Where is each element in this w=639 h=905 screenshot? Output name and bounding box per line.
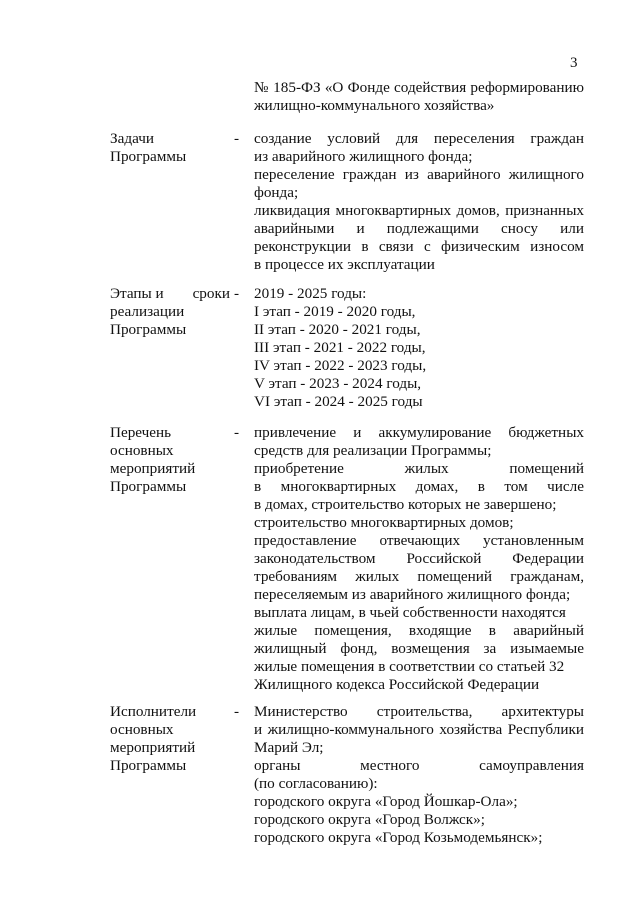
content-line: строительство многоквартирных домов; [254, 514, 514, 531]
content-line: законодательством Российской Федерации [254, 550, 584, 567]
label-word: Этапы и [110, 285, 164, 302]
content-line: привлечение и аккумулирование бюджетных [254, 424, 584, 441]
label-word: сроки [192, 285, 230, 302]
label-line: Программы [110, 757, 187, 774]
label-line: мероприятий [110, 460, 196, 477]
content-line: приобретение жилых помещений [254, 460, 584, 477]
content-line: фонда; [254, 184, 299, 201]
label-line: Задачи [110, 130, 154, 147]
content-line: жилые помещения, входящие в аварийный [254, 622, 584, 639]
content-line: аварийными и подлежащими сносу или [254, 220, 584, 237]
content-line: в домах, строительство которых не завершено; [254, 496, 557, 513]
dash-separator: - [234, 703, 240, 720]
label-line [110, 285, 230, 303]
dash-separator: - [234, 424, 240, 441]
content-line: переселяемым из аварийного жилищного фонда; [254, 586, 571, 603]
label-line: Программы [110, 321, 187, 338]
label-line: основных [110, 442, 174, 459]
content-line: предоставление отвечающих установленным [254, 532, 584, 549]
section-label-measures [110, 424, 230, 496]
content-line: реконструкции в связи с физическим износом [254, 238, 584, 255]
content-line: выплата лицам, в чьей собственности находятся [254, 604, 566, 621]
intro-line: № 185-ФЗ «О Фонде содействия реформированию [254, 79, 584, 96]
content-line: Марий Эл; [254, 739, 324, 756]
content-line: требованиям жилых помещений гражданам, [254, 568, 584, 585]
content-line: органы местного самоуправления [254, 757, 584, 774]
section-label-executors [110, 703, 230, 775]
content-line: Министерство строительства, архитектуры [254, 703, 584, 720]
label-line: мероприятий [110, 739, 196, 756]
content-line: в многоквартирных домах, в том числе [254, 478, 584, 495]
section-label-stages [110, 285, 230, 339]
content-line: 2019 - 2025 годы: [254, 285, 367, 302]
section-label-tasks [110, 130, 230, 166]
content-line: и жилищно-коммунального хозяйства Республики [254, 721, 584, 738]
section-content-executors [254, 703, 584, 847]
content-line: городского округа «Город Козьмодемьянск»; [254, 829, 543, 846]
content-line: V этап - 2023 - 2024 годы, [254, 375, 422, 392]
content-line: VI этап - 2024 - 2025 годы [254, 393, 423, 410]
content-line: IV этап - 2022 - 2023 годы, [254, 357, 427, 374]
section-content-stages [254, 285, 584, 411]
content-line: переселение граждан из аварийного жилищного [254, 166, 584, 183]
content-line: Жилищного кодекса Российской Федерации [254, 676, 540, 693]
label-line: Программы [110, 148, 187, 165]
label-line: Программы [110, 478, 187, 495]
content-line: городского округа «Город Йошкар-Ола»; [254, 793, 518, 810]
content-line: городского округа «Город Волжск»; [254, 811, 485, 828]
content-line: III этап - 2021 - 2022 годы, [254, 339, 426, 356]
dash-separator: - [234, 130, 240, 147]
intro-line: жилищно-коммунального хозяйства» [254, 97, 495, 114]
content-line: в процессе их эксплуатации [254, 256, 435, 273]
label-line: основных [110, 721, 174, 738]
content-line: из аварийного жилищного фонда; [254, 148, 473, 165]
dash-separator: - [234, 285, 240, 302]
label-line: Перечень [110, 424, 172, 441]
content-line: жилые помещения в соответствии со статьей 32 [254, 658, 565, 675]
content-line: (по согласованию): [254, 775, 378, 792]
content-line: ликвидация многоквартирных домов, признанных [254, 202, 584, 219]
section-content-tasks [254, 130, 584, 274]
label-line: реализации [110, 303, 185, 320]
content-line: создание условий для переселения граждан [254, 130, 584, 147]
label-line: Исполнители [110, 703, 197, 720]
section-content-measures [254, 424, 584, 694]
content-line: жилищный фонд, возмещения за изымаемые [254, 640, 584, 657]
content-line: средств для реализации Программы; [254, 442, 492, 459]
content-line: II этап - 2020 - 2021 годы, [254, 321, 421, 338]
intro-text [254, 79, 584, 115]
content-line: I этап - 2019 - 2020 годы, [254, 303, 416, 320]
page-number: 3 [570, 55, 578, 71]
